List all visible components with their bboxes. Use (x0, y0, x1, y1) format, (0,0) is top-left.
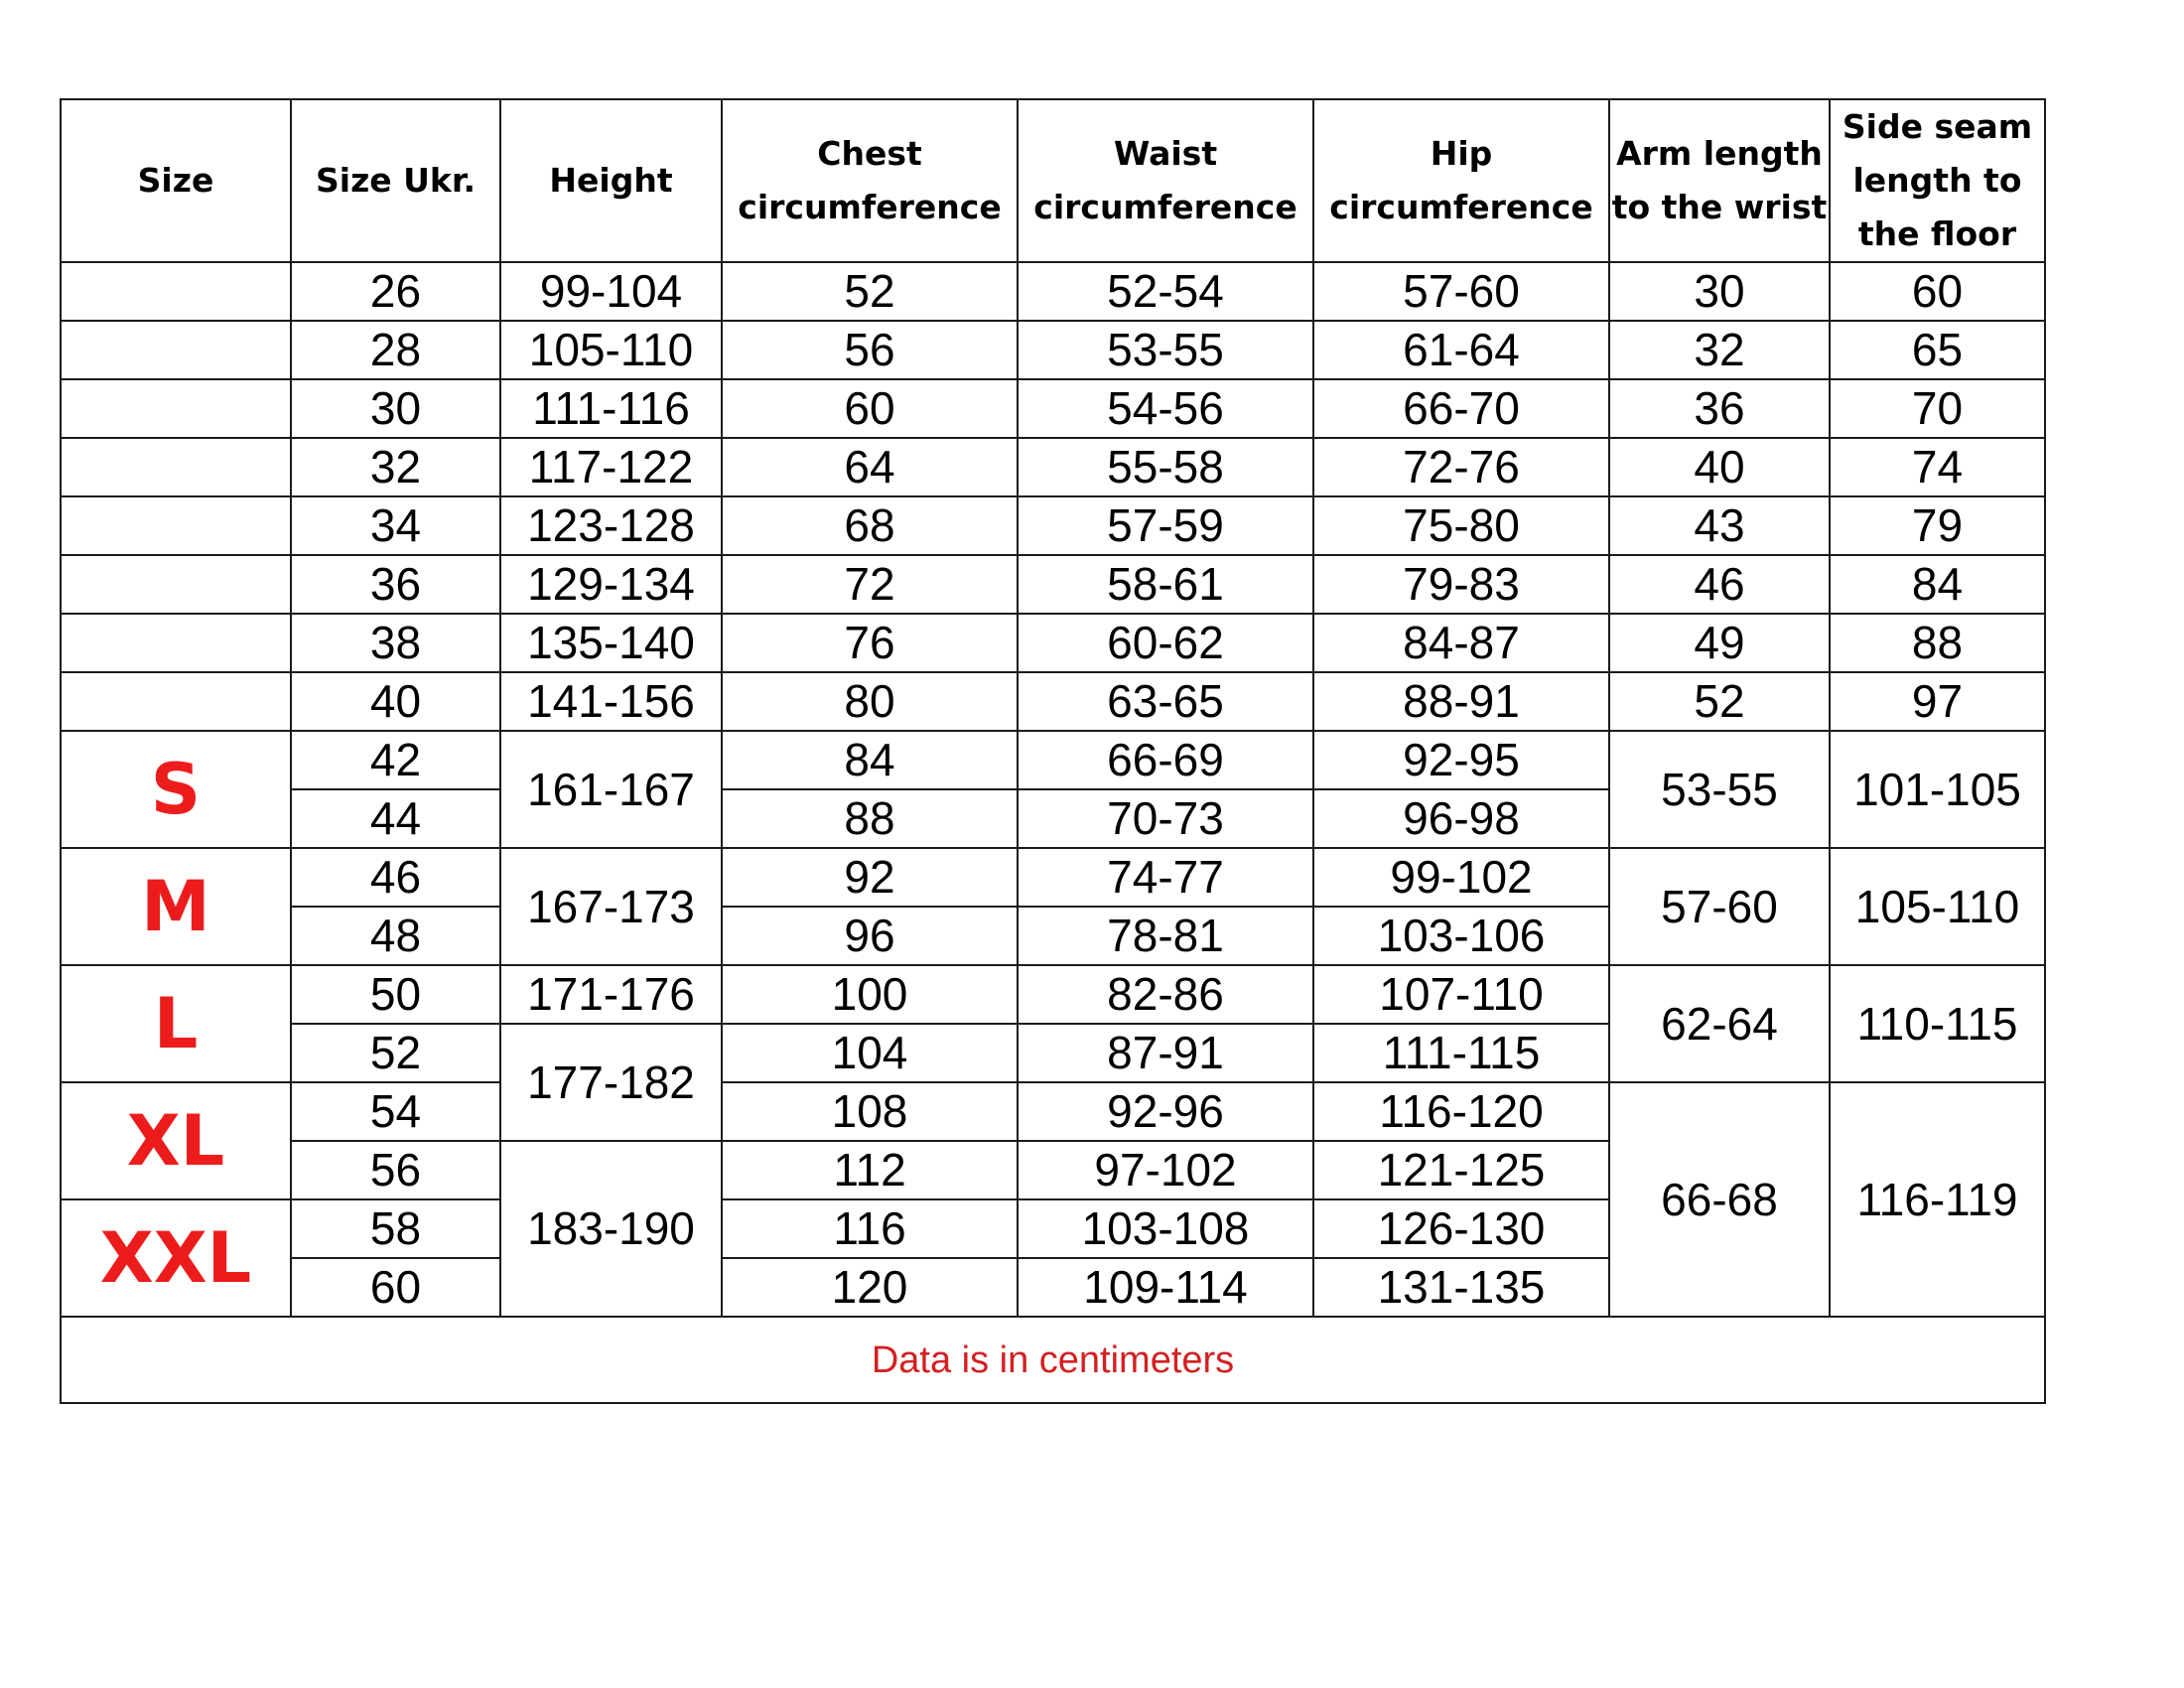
waist-cell: 70-73 (1018, 789, 1313, 848)
hip-cell: 75-80 (1313, 496, 1609, 555)
hip-cell: 103-106 (1313, 907, 1609, 965)
height-cell: 123-128 (500, 496, 722, 555)
height-cell: 111-116 (500, 379, 722, 438)
side-seam-cell: 88 (1830, 614, 2045, 672)
height-cell: 171-176 (500, 965, 722, 1024)
height-cell: 99-104 (500, 262, 722, 321)
hip-cell: 96-98 (1313, 789, 1609, 848)
header-waist: Waist circumference (1018, 99, 1313, 262)
waist-cell: 82-86 (1018, 965, 1313, 1024)
size-ukr-cell: 56 (291, 1141, 500, 1199)
size-ukr-cell: 38 (291, 614, 500, 672)
hip-cell: 131-135 (1313, 1258, 1609, 1317)
table-row (61, 1082, 2045, 1141)
header-hip: Hip circumference (1313, 99, 1609, 262)
hip-cell: 111-115 (1313, 1024, 1609, 1082)
chest-cell: 88 (722, 789, 1018, 848)
hip-cell: 57-60 (1313, 262, 1609, 321)
hip-cell: 107-110 (1313, 965, 1609, 1024)
table-row (61, 965, 2045, 1024)
size-letter-cell (61, 614, 291, 672)
side-seam-cell: 105-110 (1830, 848, 2045, 965)
size-ukr-cell: 34 (291, 496, 500, 555)
size-letter-cell (61, 438, 291, 496)
hip-cell: 79-83 (1313, 555, 1609, 614)
header-size-ukr: Size Ukr. (291, 99, 500, 262)
size-ukr-cell: 46 (291, 848, 500, 907)
chest-cell: 112 (722, 1141, 1018, 1199)
arm-cell: 49 (1609, 614, 1830, 672)
arm-cell: 43 (1609, 496, 1830, 555)
size-chart-table (60, 98, 2046, 1404)
table-row (61, 731, 2045, 789)
units-note: Data is in centimeters (61, 1317, 2045, 1403)
arm-cell: 36 (1609, 379, 1830, 438)
height-cell: 117-122 (500, 438, 722, 496)
size-letter-s: S (61, 731, 291, 848)
size-letter-cell (61, 555, 291, 614)
arm-cell: 40 (1609, 438, 1830, 496)
size-ukr-cell: 42 (291, 731, 500, 789)
side-seam-cell: 65 (1830, 321, 2045, 379)
arm-cell: 66-68 (1609, 1082, 1830, 1317)
table-row (61, 496, 2045, 555)
side-seam-cell: 79 (1830, 496, 2045, 555)
chest-cell: 64 (722, 438, 1018, 496)
size-letter-cell (61, 672, 291, 731)
height-cell: 177-182 (500, 1024, 722, 1141)
table-row (61, 321, 2045, 379)
waist-cell: 63-65 (1018, 672, 1313, 731)
hip-cell: 116-120 (1313, 1082, 1609, 1141)
table-row (61, 555, 2045, 614)
side-seam-cell: 116-119 (1830, 1082, 2045, 1317)
waist-cell: 52-54 (1018, 262, 1313, 321)
height-cell: 135-140 (500, 614, 722, 672)
chest-cell: 72 (722, 555, 1018, 614)
size-letter-cell (61, 262, 291, 321)
size-ukr-cell: 54 (291, 1082, 500, 1141)
side-seam-cell: 84 (1830, 555, 2045, 614)
side-seam-cell: 101-105 (1830, 731, 2045, 848)
size-ukr-cell: 52 (291, 1024, 500, 1082)
waist-cell: 53-55 (1018, 321, 1313, 379)
waist-cell: 54-56 (1018, 379, 1313, 438)
chest-cell: 76 (722, 614, 1018, 672)
waist-cell: 58-61 (1018, 555, 1313, 614)
height-cell: 161-167 (500, 731, 722, 848)
size-letter-cell (61, 496, 291, 555)
header-size: Size (61, 99, 291, 262)
hip-cell: 84-87 (1313, 614, 1609, 672)
chest-cell: 80 (722, 672, 1018, 731)
hip-cell: 99-102 (1313, 848, 1609, 907)
waist-cell: 55-58 (1018, 438, 1313, 496)
chest-cell: 92 (722, 848, 1018, 907)
side-seam-cell: 70 (1830, 379, 2045, 438)
waist-cell: 92-96 (1018, 1082, 1313, 1141)
table-row (61, 614, 2045, 672)
size-ukr-cell: 32 (291, 438, 500, 496)
table-row (61, 672, 2045, 731)
hip-cell: 72-76 (1313, 438, 1609, 496)
waist-cell: 103-108 (1018, 1199, 1313, 1258)
size-ukr-cell: 58 (291, 1199, 500, 1258)
height-cell: 129-134 (500, 555, 722, 614)
hip-cell: 61-64 (1313, 321, 1609, 379)
arm-cell: 46 (1609, 555, 1830, 614)
header-arm: Arm length to the wrist (1609, 99, 1830, 262)
side-seam-cell: 74 (1830, 438, 2045, 496)
arm-cell: 53-55 (1609, 731, 1830, 848)
height-cell: 105-110 (500, 321, 722, 379)
arm-cell: 57-60 (1609, 848, 1830, 965)
arm-cell: 62-64 (1609, 965, 1830, 1082)
table-row (61, 438, 2045, 496)
chest-cell: 60 (722, 379, 1018, 438)
size-ukr-cell: 44 (291, 789, 500, 848)
size-ukr-cell: 28 (291, 321, 500, 379)
arm-cell: 52 (1609, 672, 1830, 731)
chest-cell: 120 (722, 1258, 1018, 1317)
header-row (61, 99, 2045, 262)
chest-cell: 104 (722, 1024, 1018, 1082)
size-letter-m: M (61, 848, 291, 965)
waist-cell: 66-69 (1018, 731, 1313, 789)
arm-cell: 30 (1609, 262, 1830, 321)
size-letter-cell (61, 379, 291, 438)
side-seam-cell: 110-115 (1830, 965, 2045, 1082)
height-cell: 167-173 (500, 848, 722, 965)
chest-cell: 96 (722, 907, 1018, 965)
side-seam-cell: 97 (1830, 672, 2045, 731)
waist-cell: 74-77 (1018, 848, 1313, 907)
chest-cell: 108 (722, 1082, 1018, 1141)
table-row (61, 379, 2045, 438)
waist-cell: 109-114 (1018, 1258, 1313, 1317)
footer-row (61, 1317, 2045, 1403)
size-ukr-cell: 26 (291, 262, 500, 321)
height-cell: 141-156 (500, 672, 722, 731)
hip-cell: 121-125 (1313, 1141, 1609, 1199)
table-row (61, 848, 2045, 907)
waist-cell: 97-102 (1018, 1141, 1313, 1199)
waist-cell: 57-59 (1018, 496, 1313, 555)
size-ukr-cell: 40 (291, 672, 500, 731)
chest-cell: 116 (722, 1199, 1018, 1258)
table-row (61, 262, 2045, 321)
hip-cell: 126-130 (1313, 1199, 1609, 1258)
hip-cell: 88-91 (1313, 672, 1609, 731)
waist-cell: 60-62 (1018, 614, 1313, 672)
size-letter-xxl: XXL (61, 1199, 291, 1317)
chest-cell: 68 (722, 496, 1018, 555)
height-cell: 183-190 (500, 1141, 722, 1317)
chest-cell: 84 (722, 731, 1018, 789)
size-ukr-cell: 36 (291, 555, 500, 614)
header-chest: Chest circumference (722, 99, 1018, 262)
hip-cell: 66-70 (1313, 379, 1609, 438)
size-letter-xl: XL (61, 1082, 291, 1199)
chest-cell: 100 (722, 965, 1018, 1024)
header-side-seam: Side seam length to the floor (1830, 99, 2045, 262)
size-ukr-cell: 60 (291, 1258, 500, 1317)
header-height: Height (500, 99, 722, 262)
hip-cell: 92-95 (1313, 731, 1609, 789)
chest-cell: 56 (722, 321, 1018, 379)
size-ukr-cell: 50 (291, 965, 500, 1024)
side-seam-cell: 60 (1830, 262, 2045, 321)
size-letter-cell (61, 321, 291, 379)
arm-cell: 32 (1609, 321, 1830, 379)
chest-cell: 52 (722, 262, 1018, 321)
size-ukr-cell: 48 (291, 907, 500, 965)
waist-cell: 78-81 (1018, 907, 1313, 965)
size-letter-l: L (61, 965, 291, 1082)
size-ukr-cell: 30 (291, 379, 500, 438)
waist-cell: 87-91 (1018, 1024, 1313, 1082)
